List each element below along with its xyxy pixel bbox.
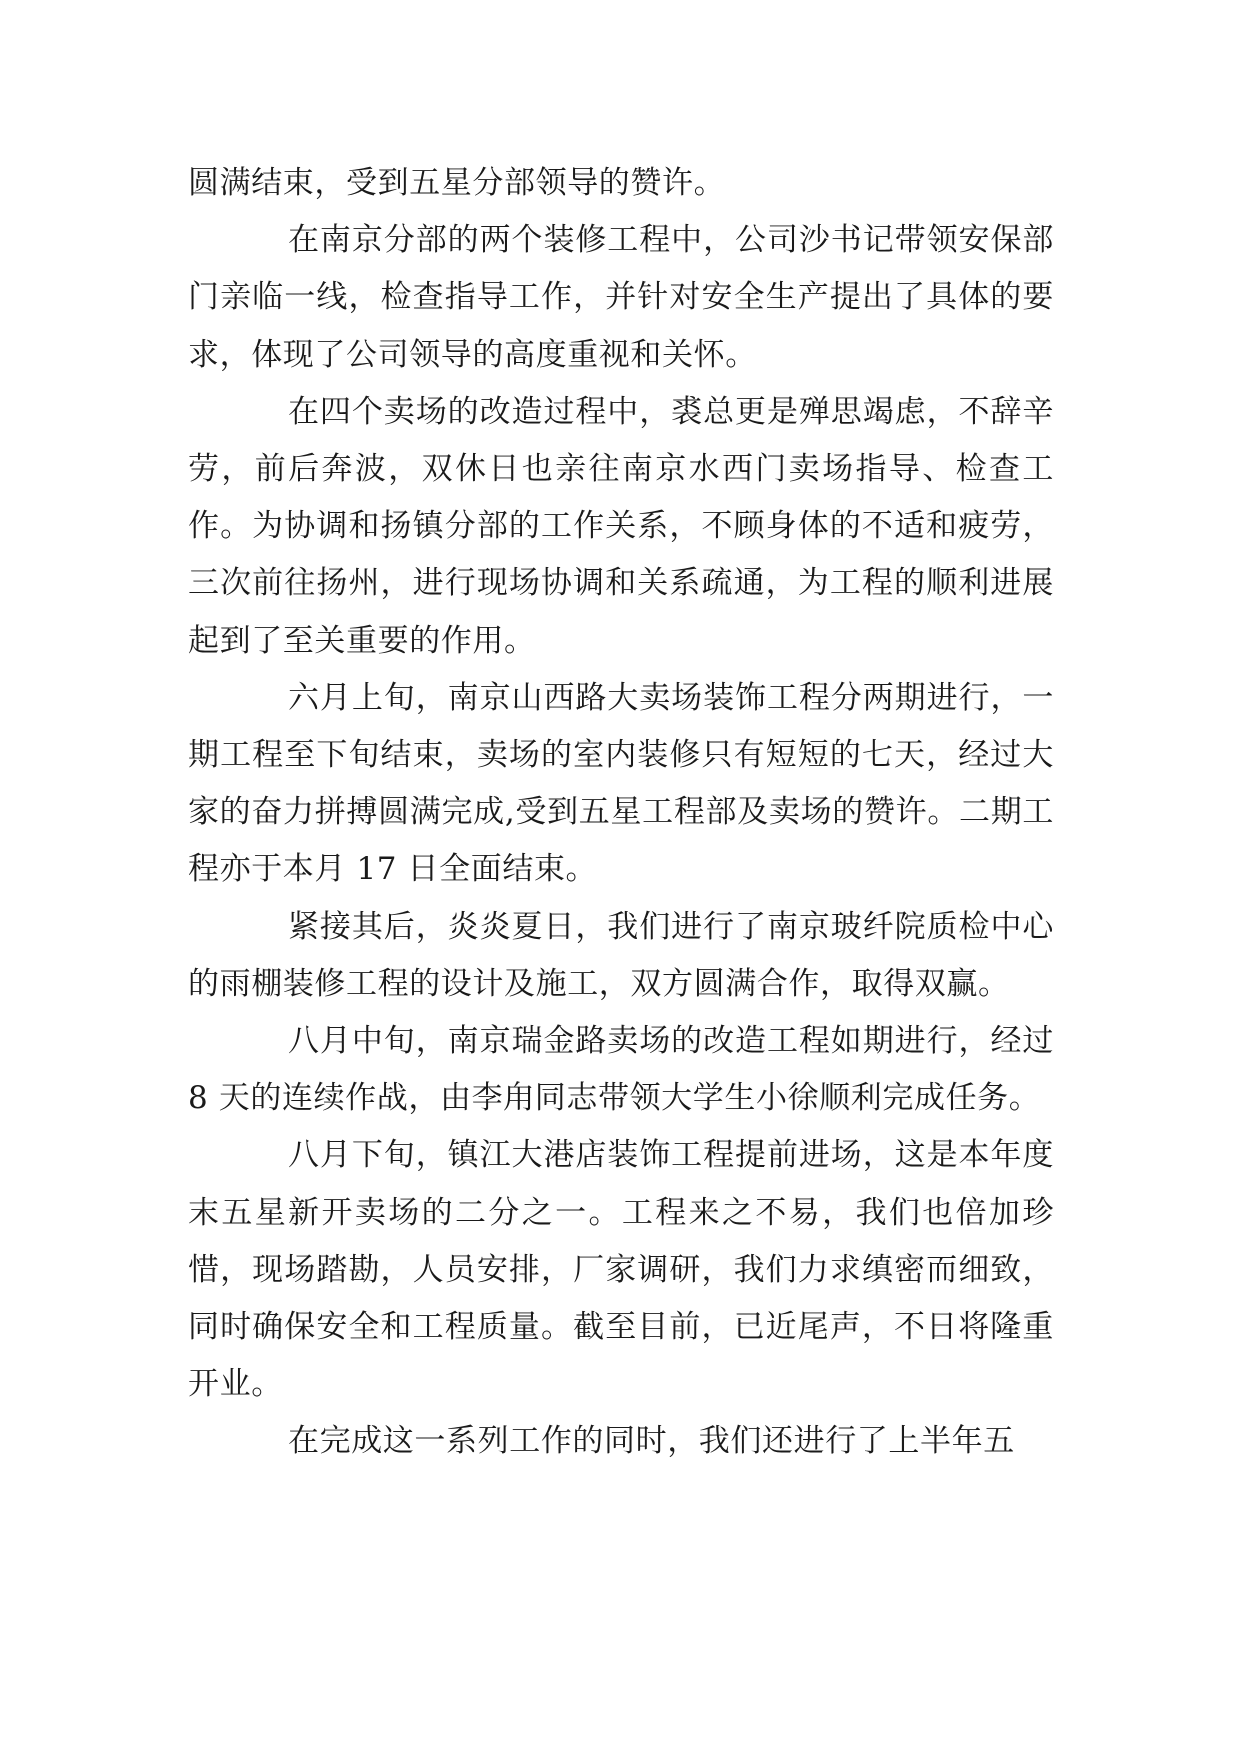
paragraph-august-late: 八月下旬，镇江大港店装饰工程提前进场，这是本年度末五星新开卖场的二分之一。工程来之不易，我们也倍加珍惜，现场踏勘，人员安排，厂家调研，我们力求缜密而细致，同时确保安全和工程质量。截至目前，已近尾声，不日将隆重开业。 [188,1137,1054,1403]
paragraph-june-project: 六月上旬，南京山西路大卖场装饰工程分两期进行，一期工程至下旬结束，卖场的室内装修只有短短的七天，经过大家的奋力拼搏圆满完成,受到五星工程部及卖场的赞许。二期工程亦于本月 17 日全面结束。 [188,679,1054,888]
paragraph-continued: 圆满结束，受到五星分部领导的赞许。 [188,165,726,201]
paragraph-august-mid: 八月中旬，南京瑞金路卖场的改造工程如期进行，经过 8 天的连续作战，由李甪同志带领大学生小徐顺利完成任务。 [188,1023,1054,1117]
paragraph-closing: 在完成这一系列工作的同时，我们还进行了上半年五 [288,1423,1015,1460]
paragraph-store-renovation: 在四个卖场的改造过程中，裘总更是殚思竭虑，不辞辛劳，前后奔波，双休日也亲往南京水西门卖场指导、检查工作。为协调和扬镇分部的工作关系，不顾身体的不适和疲劳，三次前往扬州，进行现场协调和关系疏通，为工程的顺利进展起到了至关重要的作用。 [188,393,1054,659]
paragraph-leadership-inspection: 在南京分部的两个装修工程中，公司沙书记带领安保部门亲临一线，检查指导工作，并针对安全生产提出了具体的要求，体现了公司领导的高度重视和关怀。 [188,222,1054,373]
document-body [188,155,1054,1471]
paragraph-canopy-project: 紧接其后，炎炎夏日，我们进行了南京玻纤院质检中心的雨棚装修工程的设计及施工，双方圆满合作，取得双赢。 [188,908,1054,1002]
